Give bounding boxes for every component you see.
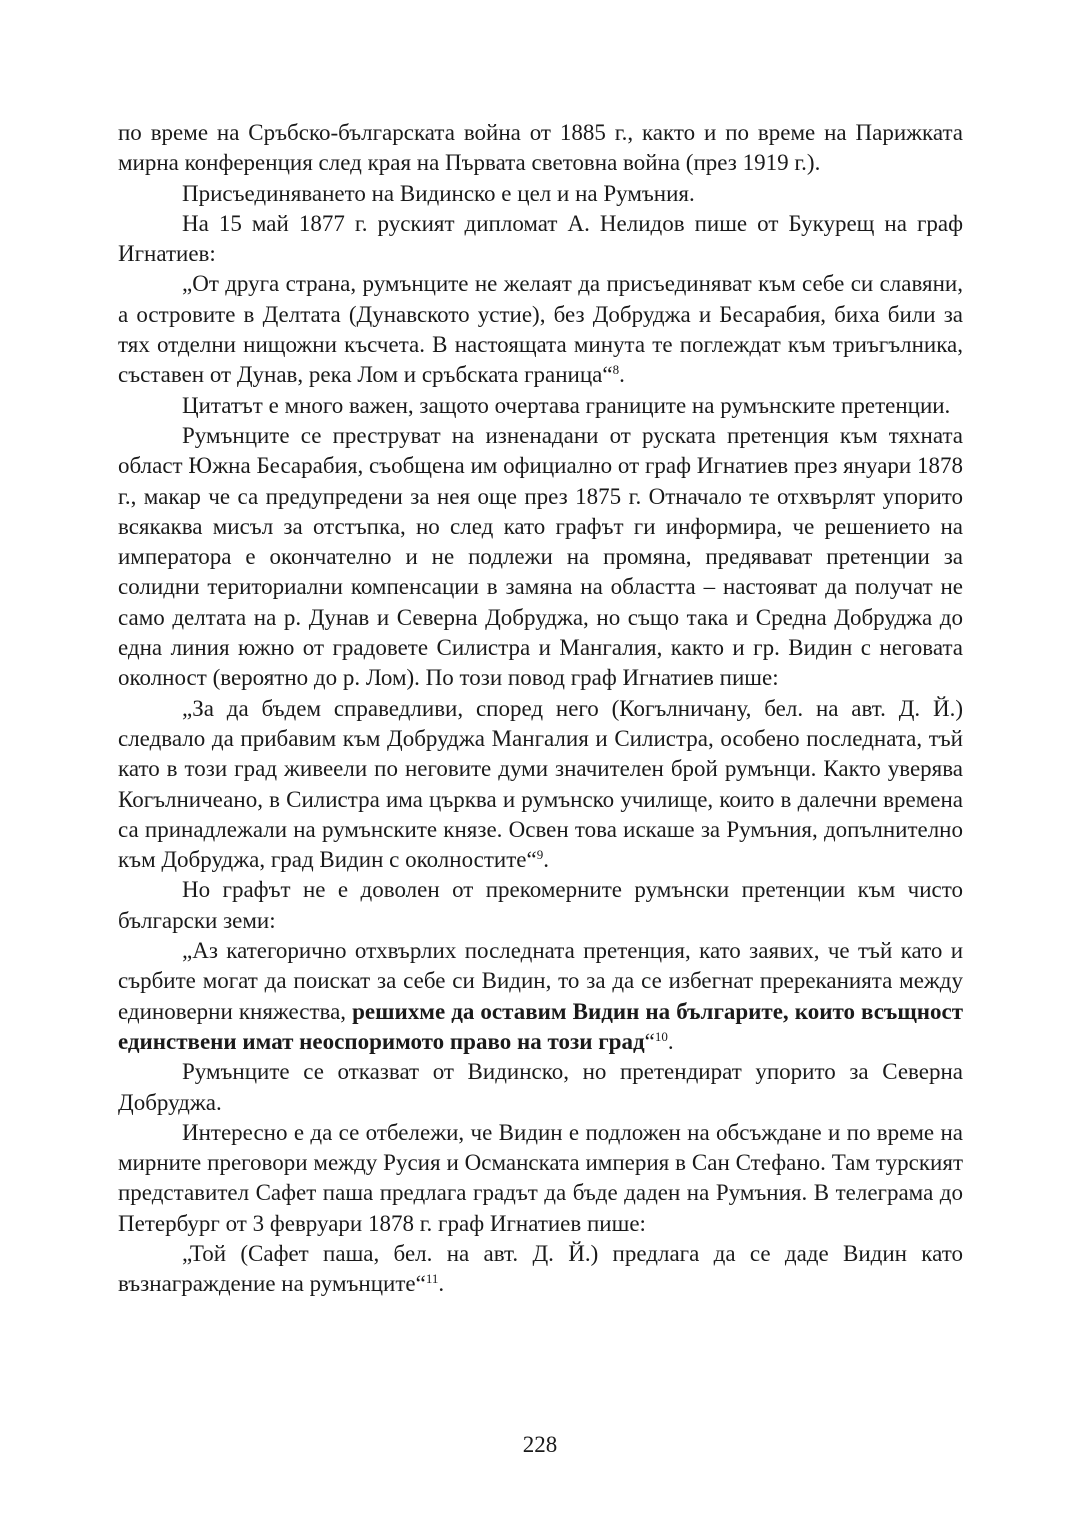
- text-segment: .: [619, 362, 625, 388]
- page-body: [118, 118, 963, 1300]
- text-segment: Румънците се преструват на изненадани от руската претенция към тяхната област Южна Бесарабия, съобщена им официално от граф Игнатиев през януари 1878 г., макар че са предупредени за нея още през 1875 г. Отначало те отхвърлят упорито всякаква мисъл за отстъпка, но след като графът ги информира, че решението на императора е окончателно и не подлежи на промяна, предявават претенции за солидни териториални компенсации в замяна на областта – настояват да получат не само делтата на р. Дунав и Северна Добруджа, но също така и Средна Добруджа до една линия южно от градовете Силистра и Мангалия, както и гр. Видин с неговата околност (вероятно до р. Лом). По този повод граф Игнатиев пише:: [118, 422, 963, 691]
- paragraph: [118, 875, 963, 936]
- text-segment: .: [438, 1271, 445, 1297]
- bold-text: решихме да оставим Видин на българите, които всъщност единствени имат неоспоримото право на този град: [118, 998, 963, 1054]
- text-segment: На 15 май 1877 г. руският дипломат А. Нелидов пише от Букурещ на граф Игнатиев:: [118, 210, 963, 267]
- text-segment: “: [644, 1028, 655, 1054]
- text-segment: Интересно е да се отбележи, че Видин е подложен на обсъждане и по време на мирните преговори между Русия и Османската империя в Сан Стефано. Там турският представител Сафет паша предлага градът да бъде даден на Румъния. В телеграма до Петербург от 3 февруари 1878 г. граф Игнатиев пише:: [118, 1119, 963, 1236]
- paragraph: [118, 209, 963, 270]
- paragraph: [118, 694, 963, 876]
- footnote-marker: 9: [536, 847, 544, 863]
- text-segment: „От друга страна, румънците не желаят да присъединяват към себе си славяни, а островите в Делтата (Дунавското устие), без Добруджа и Бесарабия, биха били за тях отделни нищожни късчета. В настоящата минута те поглеждат към триъгълника, съставен от Дунав, река Лом и сръбската граница“: [118, 271, 963, 388]
- text-segment: .: [667, 1028, 674, 1054]
- paragraph: [118, 269, 963, 390]
- paragraph: [118, 421, 963, 694]
- text-segment: по време на Сръбско-българската война от 1885 г., както и по време на Парижката мирна конференция след края на Първата световна война (през 1919 г.).: [118, 120, 963, 176]
- text-segment: „Аз категорично отхвърлих последната претенция, като заявих, че тъй като и сърбите могат да поискат за себе си Видин, то за да се избегнат пререканията между единоверни княжества,: [118, 938, 963, 1024]
- text-segment: „За да бъдем справедливи, според него (Когълничану, бел. на авт. Д. Й.) следвало да прибавим към Добруджа Мангалия и Силистра, особено последната, тъй като в този град живеели по неговите думи значителен брой румънци. Както уверява Когълничеано, в Силистра има църква и румънско училище, които в далечни времена са принадлежали на румънските князе. Освен това искаше за Румъния, допълнително към Добруджа, град Видин с околностите“: [118, 695, 963, 873]
- text-segment: Румънците се отказват от Видинско, но претендират упорито за Северна Добруджа.: [118, 1059, 963, 1115]
- paragraph: [118, 118, 963, 179]
- paragraph: [118, 1057, 963, 1118]
- paragraph: [118, 1118, 963, 1239]
- paragraph: [118, 391, 963, 421]
- footnote-marker: 11: [425, 1271, 439, 1287]
- paragraph: [118, 936, 963, 1057]
- text-segment: Но графът не е доволен от прекомерните румънски претенции към чисто български земи:: [118, 877, 963, 933]
- text-segment: .: [543, 847, 549, 873]
- text-segment: Цитатът е много важен, защото очертава границите на румънските претенции.: [182, 392, 951, 418]
- paragraph: [118, 1239, 963, 1300]
- text-segment: Присъединяването на Видинско е цел и на Румъния.: [182, 180, 695, 206]
- page-number: 228: [522, 1432, 558, 1457]
- footnote-marker: 10: [654, 1028, 668, 1044]
- footnote-marker: 8: [612, 362, 620, 378]
- paragraph: [118, 179, 963, 209]
- text-segment: „Той (Сафет паша, бел. на авт. Д. Й.) предлага да се даде Видин като възнаграждение на румънците“: [118, 1240, 963, 1297]
